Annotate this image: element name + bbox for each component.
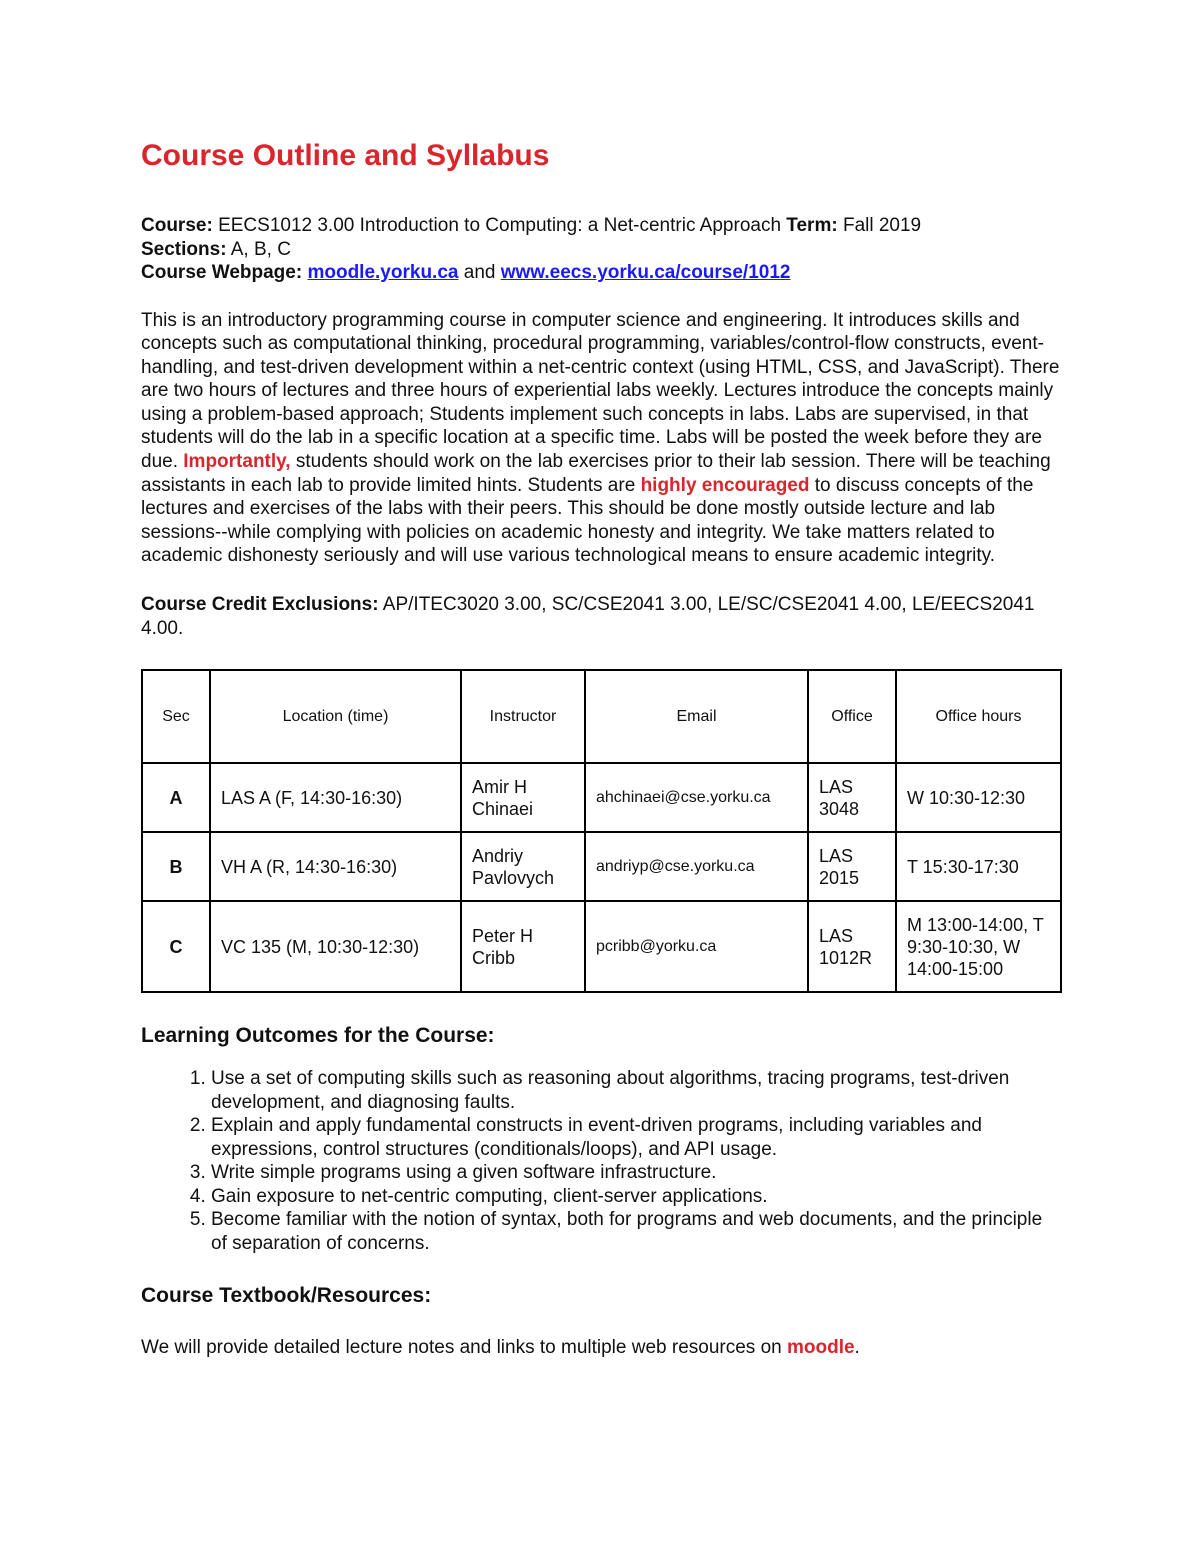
credit-exclusions [141, 593, 1061, 641]
learning-outcomes-list [141, 1067, 1061, 1255]
cell-instructor: Amir H Chinaei [461, 763, 585, 832]
course-label: Course: [141, 215, 213, 236]
resources-heading: Course Textbook/Resources: [141, 1284, 432, 1308]
sections-label: Sections: [141, 238, 227, 260]
description-highlight-encouraged: highly encouraged [640, 474, 810, 496]
list-item: 2. Explain and apply fundamental constructs in event-driven programs, including variables and expressions, control structures (conditionals/loops), and API usage. [211, 1114, 1061, 1161]
exclusions-value: AP/ITEC3020 3.00, SC/CSE2041 3.00, LE/SC/CSE2041 4.00, LE/EECS2041 4.00. [141, 594, 1035, 640]
cell-location: LAS A (F, 14:30-16:30) [210, 763, 461, 832]
resources-moodle-highlight: moodle [786, 1337, 855, 1359]
list-item: 4. Gain exposure to net-centric computing, client-server applications. [211, 1185, 1061, 1209]
table-row [142, 832, 1061, 901]
cell-email: andriyp@cse.yorku.ca [585, 832, 808, 901]
description-part2: students should work on the lab exercises prior to their lab session. There will be teaching assistants in each lab to provide limited hints. Students are [141, 451, 1051, 496]
table-row [142, 901, 1061, 992]
exclusions-label: Course Credit Exclusions: [141, 594, 379, 616]
description-part1: This is an introductory programming course in computer science and engineering. It introduces skills and concepts such as computational thinking, procedural programming, variables/control-flow constructs, event-handling, and test-driven development within a net-centric context (using HTML, CSS, and JavaScript). There are two hours of lectures and three hours of experiential labs weekly. Lectures introduce the concepts mainly using a problem-based approach; Students implement such concepts in labs. Labs are supervised, in that students will do the lab in a specific location at a specific time. Labs will be posted the week before they are due. [141, 309, 1060, 473]
cell-office: LAS 1012R [808, 901, 896, 992]
cell-sec: A [142, 763, 210, 832]
eecs-course-link[interactable]: www.eecs.yorku.ca/course/1012 [500, 262, 791, 283]
description-part3: to discuss concepts of the lectures and exercises of the labs with their peers. This should be done mostly outside lecture and lab sessions--while complying with policies on academic honesty and integrity. We take matters related to academic dishonesty seriously and will use various technological means to ensure academic integrity. [141, 474, 1034, 567]
course-value: EECS1012 3.00 Introduction to Computing: a Net-centric Approach [212, 215, 787, 236]
resources-end: . [854, 1337, 860, 1359]
header-office-hours: Office hours [896, 670, 1061, 763]
cell-instructor: Andriy Pavlovych [461, 832, 585, 901]
cell-location: VH A (R, 14:30-16:30) [210, 832, 461, 901]
cell-office-hours: M 13:00-14:00, T 9:30-10:30, W 14:00-15:00 [896, 901, 1061, 992]
webpage-line [141, 261, 1061, 285]
course-line [141, 214, 1061, 238]
learning-outcomes-heading: Learning Outcomes for the Course: [141, 1024, 495, 1048]
table-row [142, 763, 1061, 832]
cell-office: LAS 3048 [808, 763, 896, 832]
term-label: Term: [786, 215, 838, 236]
header-sec: Sec [142, 670, 210, 763]
header-instructor: Instructor [461, 670, 585, 763]
table-header-row [142, 670, 1061, 763]
document-page [141, 138, 1061, 1360]
resources-text [141, 1336, 1061, 1360]
sections-table [141, 669, 1062, 993]
cell-sec: C [142, 901, 210, 992]
webpage-label: Course Webpage: [141, 262, 303, 283]
webpage-and: and [458, 262, 501, 283]
list-item: 5. Become familiar with the notion of syntax, both for programs and web documents, and the principle of separation of concerns. [211, 1208, 1061, 1255]
term-value: Fall 2019 [837, 215, 922, 236]
cell-sec: B [142, 832, 210, 901]
header-office: Office [808, 670, 896, 763]
course-meta [141, 214, 1061, 285]
sections-value: A, B, C [226, 238, 291, 260]
list-item: 3. Write simple programs using a given software infrastructure. [211, 1161, 1061, 1185]
resources-body: We will provide detailed lecture notes and links to multiple web resources on [141, 1337, 787, 1359]
cell-instructor: Peter H Cribb [461, 901, 585, 992]
course-description [141, 309, 1066, 569]
header-email: Email [585, 670, 808, 763]
cell-email: pcribb@yorku.ca [585, 901, 808, 992]
header-location: Location (time) [210, 670, 461, 763]
sections-line [141, 238, 1061, 262]
moodle-link[interactable]: moodle.yorku.ca [307, 262, 459, 283]
cell-email: ahchinaei@cse.yorku.ca [585, 763, 808, 832]
cell-location: VC 135 (M, 10:30-12:30) [210, 901, 461, 992]
cell-office-hours: T 15:30-17:30 [896, 832, 1061, 901]
list-item: 1. Use a set of computing skills such as reasoning about algorithms, tracing programs, test-driven development, and diagnosing faults. [211, 1067, 1061, 1114]
cell-office-hours: W 10:30-12:30 [896, 763, 1061, 832]
cell-office: LAS 2015 [808, 832, 896, 901]
description-highlight-importantly: Importantly, [183, 451, 291, 473]
page-title: Course Outline and Syllabus [141, 139, 550, 172]
